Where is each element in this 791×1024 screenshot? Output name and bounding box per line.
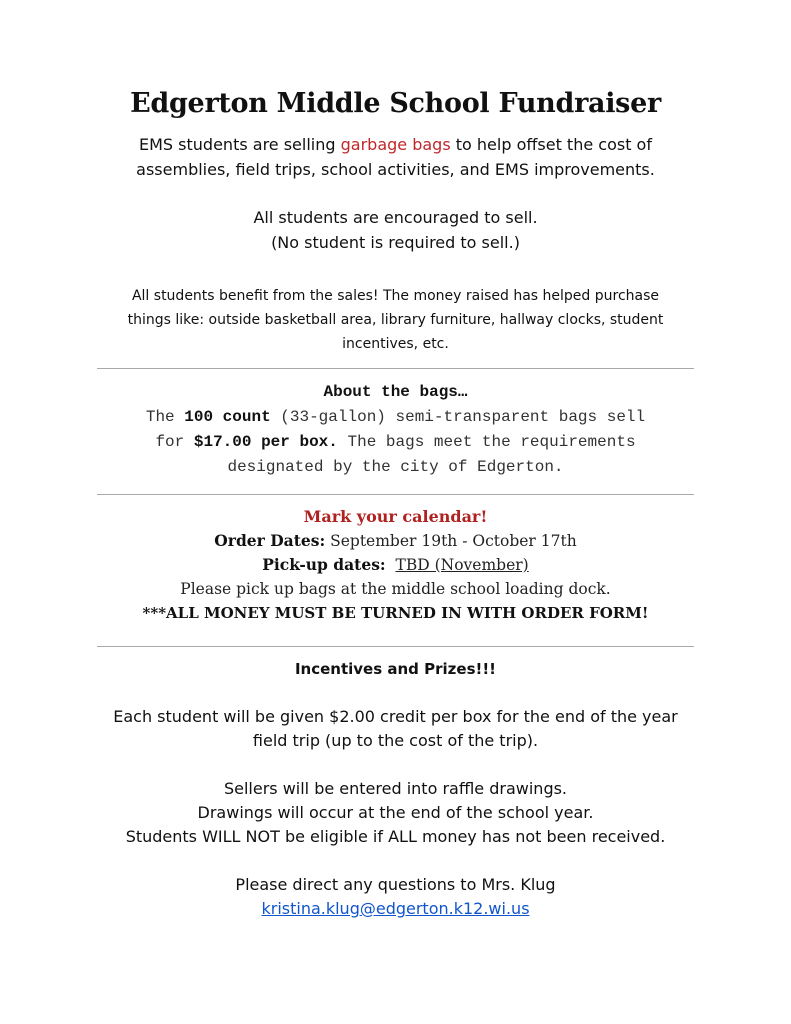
credit-line-2: field trip (up to the cost of the trip). [252, 731, 539, 750]
bags-line-1: The 100 count (33-gallon) semi-transparent bags sell [145, 408, 646, 426]
pickup-dates [60, 553, 731, 577]
bags-line-2: for $17.00 per box. The bags meet the requirements [155, 433, 636, 451]
money-warning: ***ALL MONEY MUST BE TURNED IN WITH ORDER FORM! [142, 604, 649, 622]
benefit-line-3: incentives, etc. [342, 336, 449, 352]
about-bags-heading: About the bags… [323, 383, 468, 401]
credit-line-1: Each student will be given $2.00 credit per box for the end of the year [113, 707, 678, 726]
incentives-heading: Incentives and Prizes!!! [294, 660, 497, 678]
pickup-dates-value: TBD (November) [395, 556, 529, 574]
intro-line-2: assemblies, field trips, school activities, and EMS improvements. [136, 160, 655, 179]
divider-2 [97, 494, 694, 495]
contact-email-link[interactable]: kristina.klug@edgerton.k12.wi.us [261, 899, 530, 918]
order-dates-value: September 19th - October 17th [325, 532, 577, 550]
divider-3 [97, 646, 694, 647]
contact-email-row [60, 897, 731, 921]
benefit-line-2: things like: outside basketball area, library furniture, hallway clocks, student [127, 312, 664, 328]
page-title: Edgerton Middle School Fundraiser [130, 88, 661, 119]
benefit-line-1: All students benefit from the sales! The money raised has helped purchase [131, 288, 660, 304]
intro-text-end: to help offset the cost of [450, 135, 652, 154]
calendar-section [60, 505, 731, 625]
bags-line-3: designated by the city of Edgerton. [227, 458, 564, 476]
contact-line: Please direct any questions to Mrs. Klug [235, 875, 556, 894]
order-dates [60, 529, 731, 553]
order-dates-label: Order Dates: [214, 531, 326, 550]
benefit-paragraph [60, 284, 731, 356]
divider-1 [97, 368, 694, 369]
bag-price: $17.00 per box. [193, 433, 338, 451]
encourage-line-2: (No student is required to sell.) [271, 233, 520, 252]
incentives-section [60, 657, 731, 921]
encourage-line-1: All students are encouraged to sell. [253, 208, 538, 227]
encourage-paragraph [60, 205, 731, 255]
pickup-note: Please pick up bags at the middle school loading dock. [180, 580, 611, 598]
bag-count: 100 count [184, 408, 271, 426]
calendar-heading: Mark your calendar! [303, 507, 488, 526]
intro-paragraph [60, 132, 731, 182]
intro-text-start: EMS students are selling [139, 135, 341, 154]
pickup-dates-label: Pick-up dates: [262, 555, 386, 574]
raffle-line-1: Sellers will be entered into raffle drawings. [223, 779, 568, 798]
about-bags-section [60, 380, 731, 480]
garbage-bags-highlight: garbage bags [340, 135, 451, 154]
intro-line-1 [60, 132, 731, 157]
raffle-line-3: Students WILL NOT be eligible if ALL money has not been received. [125, 827, 666, 846]
raffle-line-2: Drawings will occur at the end of the school year. [197, 803, 594, 822]
